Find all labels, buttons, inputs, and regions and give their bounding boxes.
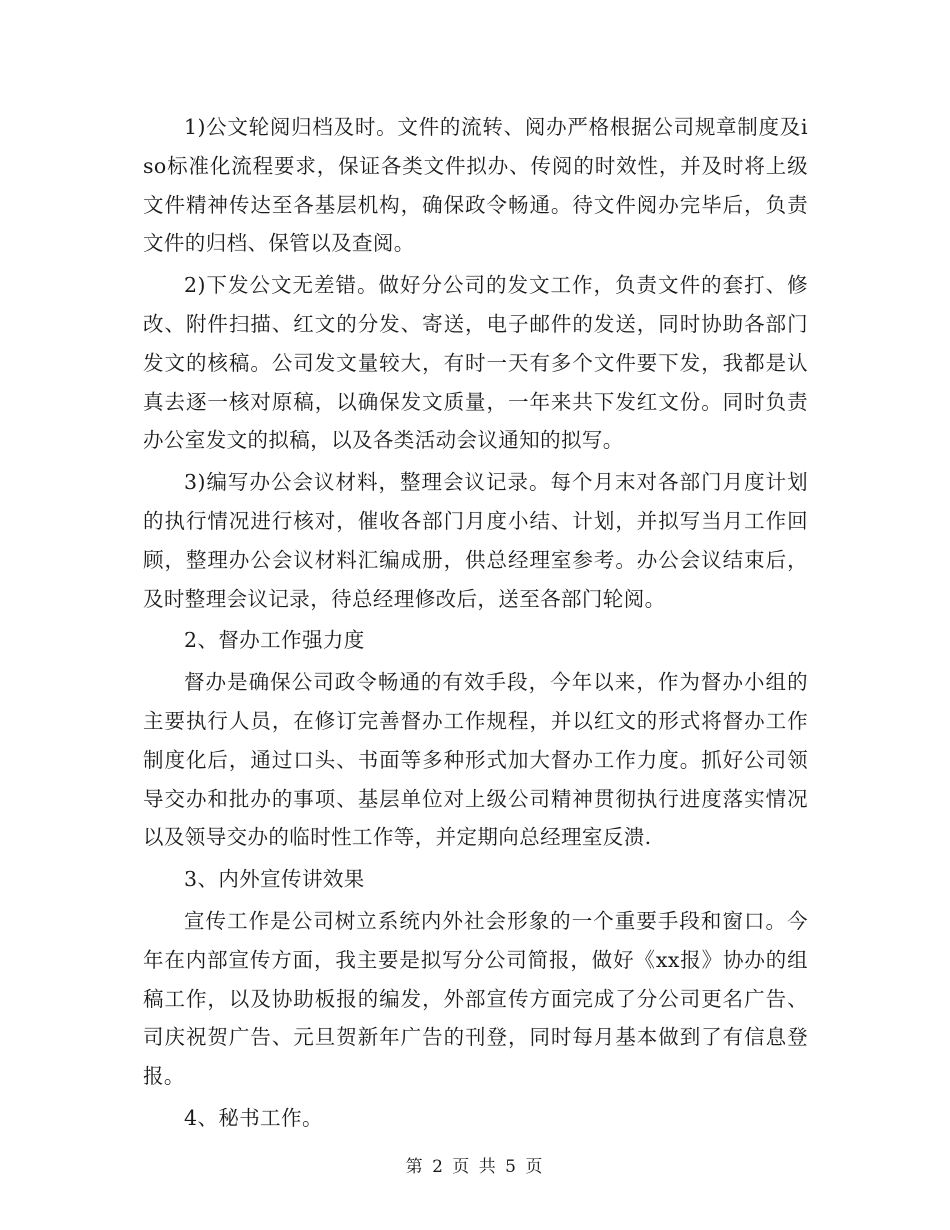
paragraph-archiving: 1)公文轮阅归档及时。文件的流转、阅办严格根据公司规章制度及iso标准化流程要求，保证各类文件拟办、传阅的时效性，并及时将上级文件精神传达至各基层机构，确保政令畅通。待文件阅办完毕后，负责文件的归档、保管以及查阅。 [143, 115, 808, 256]
section-heading-secretary: 4、秘书工作。 [184, 1105, 323, 1130]
section-heading-publicity: 3、内外宣传讲效果 [184, 867, 365, 892]
paragraph-supervision: 督办是确保公司政令畅通的有效手段，今年以来，作为督办小组的主要执行人员，在修订完善督办工作规程，并以红文的形式将督办工作制度化后，通过口头、书面等多种形式加大督办工作力度。抓好公司领导交办和批办的事项、基层单位对上级公司精神贯彻执行进度落实情况以及领导交办的临时性工作等，并定期向总经理室反溃. [143, 670, 808, 850]
paragraph-meeting-materials: 3)编写办公会议材料，整理会议记录。每个月末对各部门月度计划的执行情况进行核对，催收各部门月度小结、计划，并拟写当月工作回顾，整理办公会议材料汇编成册，供总经理室参考。办公会议结束后，及时整理会议记录，待总经理修改后，送至各部门轮阅。 [143, 470, 808, 611]
section-heading-supervision: 2、督办工作强力度 [184, 628, 365, 653]
paragraph-publicity: 宣传工作是公司树立系统内外社会形象的一个重要手段和窗口。今年在内部宣传方面，我主要是拟写分公司简报，做好《xx报》协办的组稿工作，以及协助板报的编发，外部宣传方面完成了分公司更名广告、司庆祝贺广告、元旦贺新年广告的刊登，同时每月基本做到了有信息登报。 [143, 908, 808, 1089]
paragraph-dispatch: 2)下发公文无差错。做好分公司的发文工作，负责文件的套打、修改、附件扫描、红文的分发、寄送，电子邮件的发送，同时协助各部门发文的核稿。公司发文量较大，有时一天有多个文件要下发，我都是认真去逐一核对原稿，以确保发文质量，一年来共下发红文份。同时负责办公室发文的拟稿，以及各类活动会议通知的拟写。 [143, 273, 808, 453]
document-page [143, 108, 808, 1141]
page-number-footer: 第 2 页 共 5 页 [405, 1157, 545, 1177]
